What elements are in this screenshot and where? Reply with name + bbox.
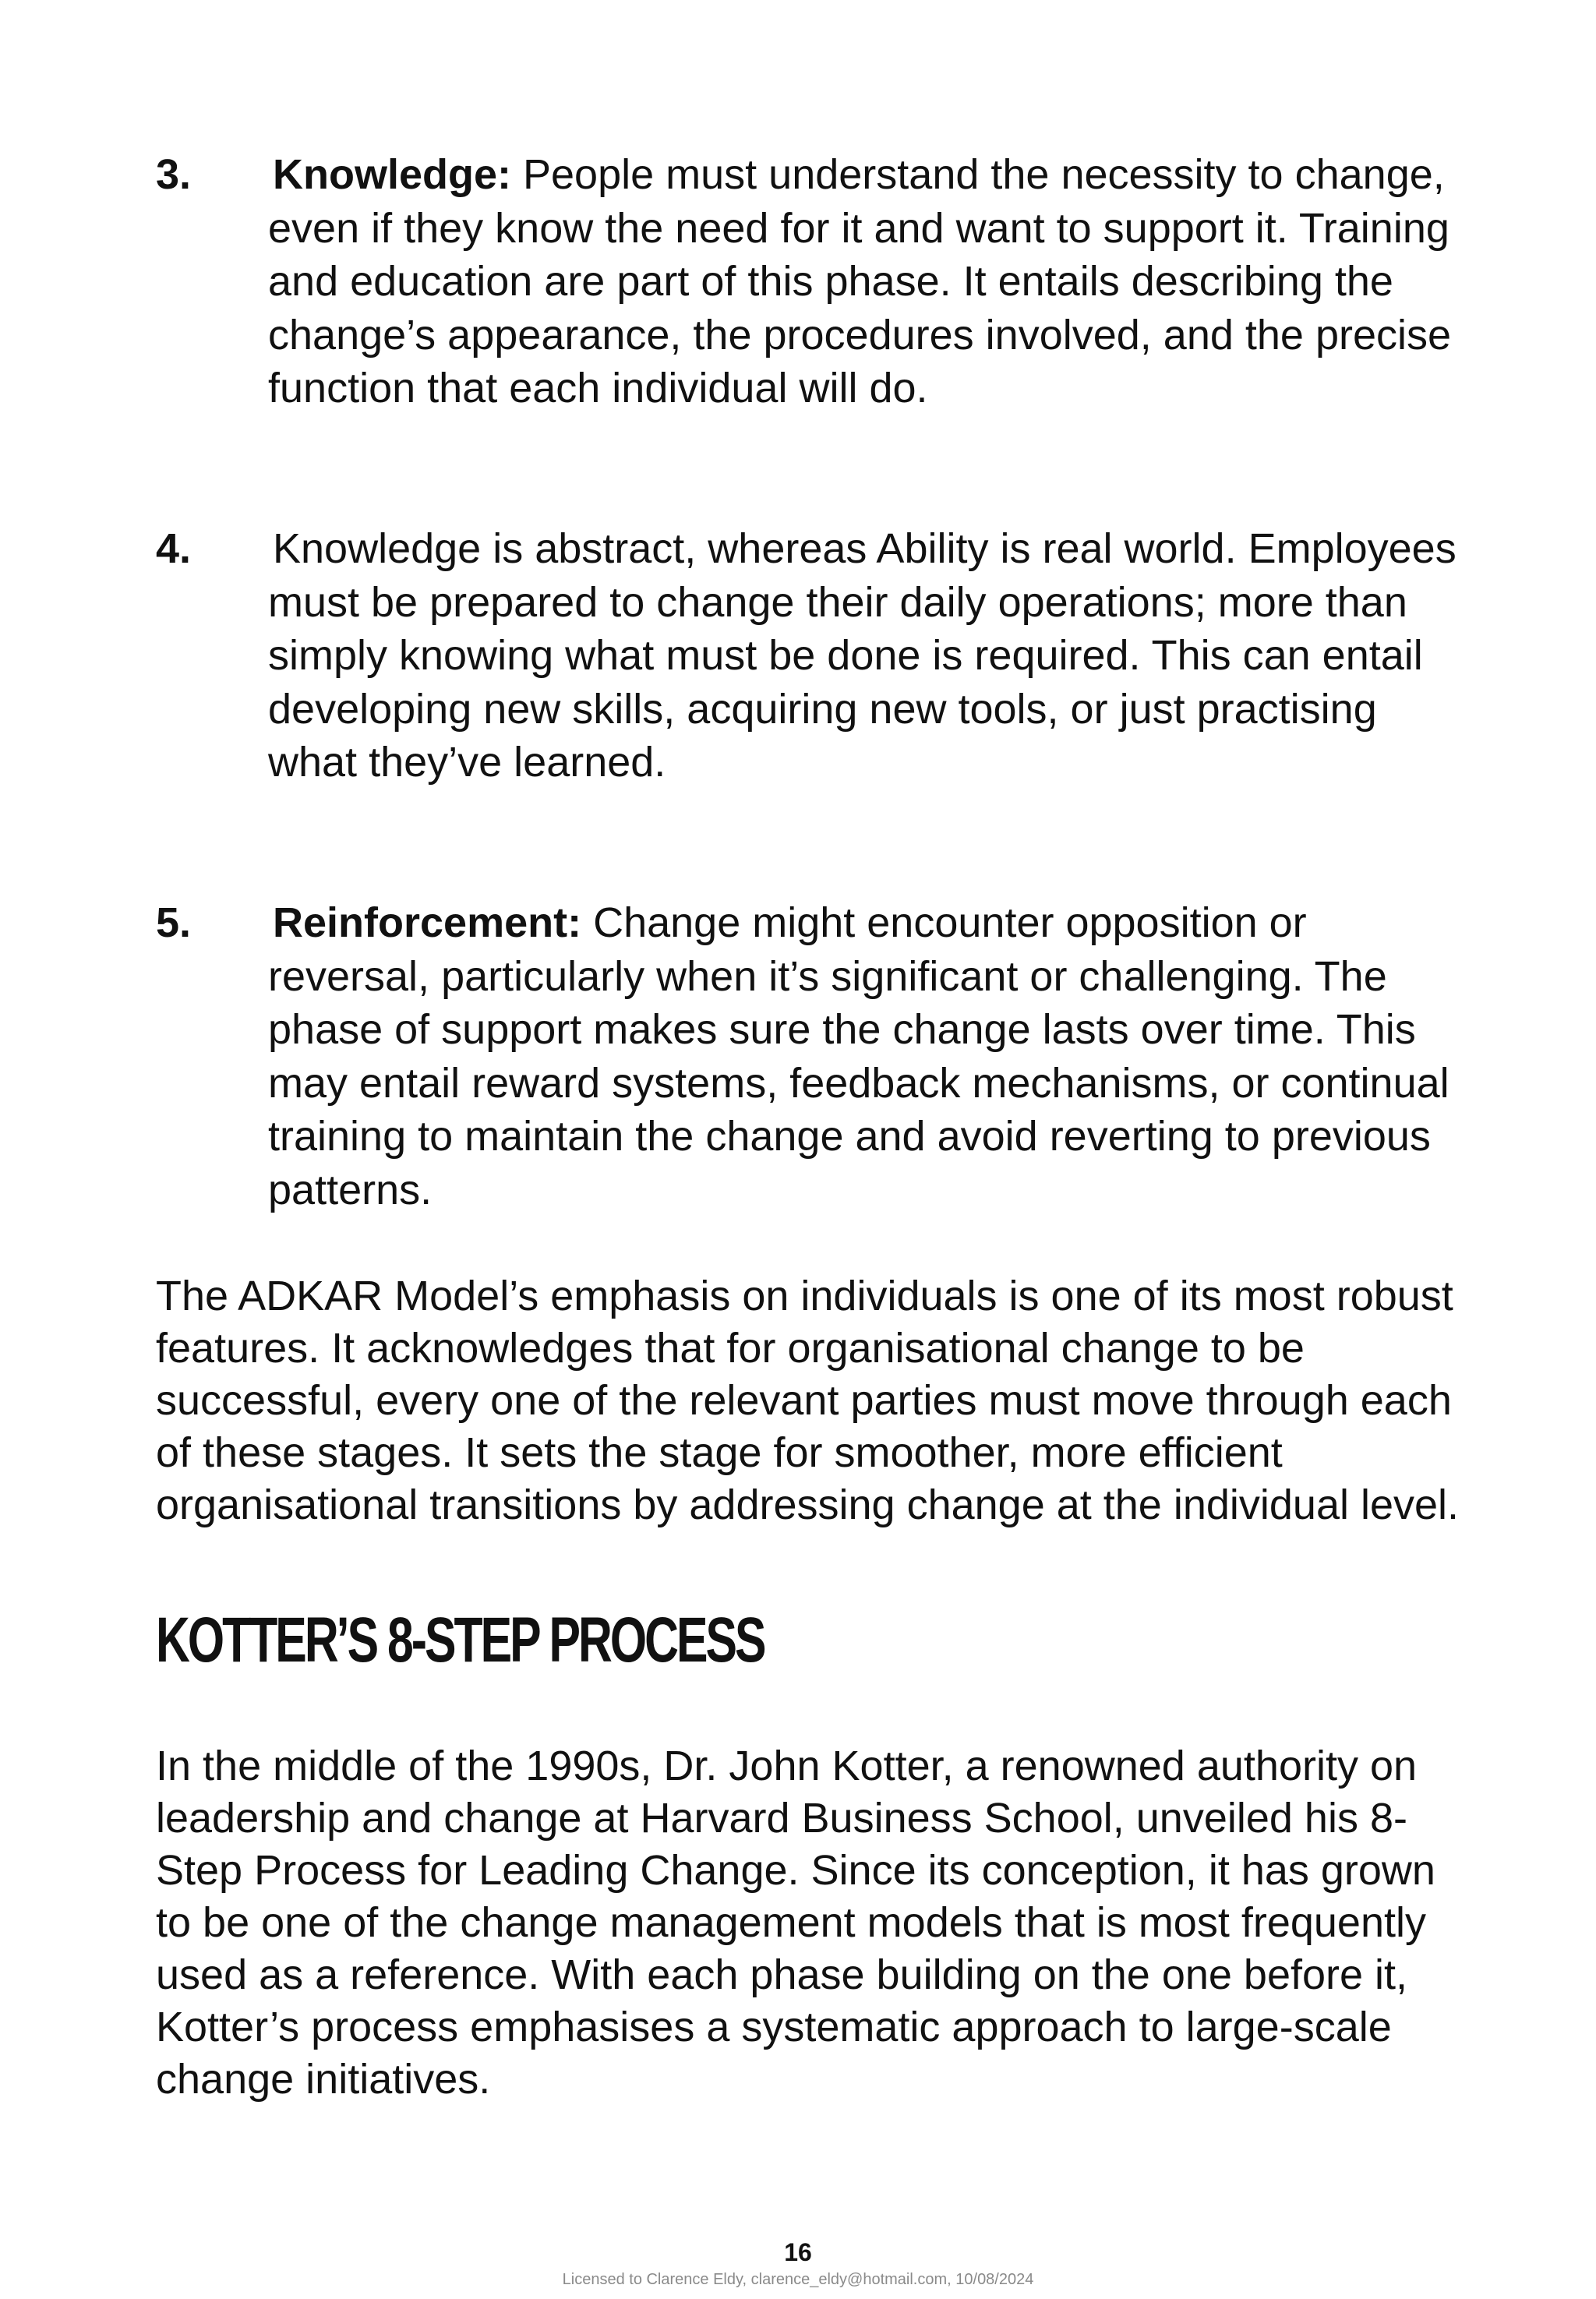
list-item-body <box>268 896 1465 1217</box>
list-item-reinforcement <box>156 896 1465 1217</box>
page-number: 16 <box>784 2238 812 2266</box>
list-item-number: 5. <box>156 899 192 946</box>
kotter-intro-paragraph: In the middle of the 1990s, Dr. John Kotter, a renowned authority on leadership and change at Harvard Business School, unveiled his 8-Step Process for Leading Change. Since its conception, it has grown to be one of the change management models that is most frequently used as a reference. With each phase building on the one before it, Kotter’s process emphasises a systematic approach to large-scale change initiatives. <box>156 1743 1435 2103</box>
list-item-body <box>268 148 1465 415</box>
list-item-knowledge <box>156 148 1465 415</box>
list-item-term: Reinforcement: <box>273 899 582 946</box>
list-item-text: People must understand the necessity to change, even if they know the need for it and want to support it. Training and education are part of this phase. It entails describing the change’s appearance, the procedures involved, and the precise function that each individual will do. <box>268 151 1452 411</box>
list-item-number: 4. <box>156 525 192 572</box>
adkar-summary-paragraph: The ADKAR Model’s emphasis on individuals is one of its most robust features. It acknowledges that for organisational change to be successful, every one of the relevant parties must move through each of these stages. It sets the stage for smoother, more efficient organisational transitions by addressing change at the individual level. <box>156 1273 1460 1528</box>
list-item-term: Knowledge: <box>273 151 511 198</box>
license-footer: Licensed to Clarence Eldy, clarence_eldy@hotmail.com, 10/08/2024 <box>562 2271 1034 2288</box>
list-item-number: 3. <box>156 151 192 198</box>
list-item-body <box>268 522 1465 789</box>
section-heading: KOTTER’S 8-STEP PROCESS <box>156 1605 764 1676</box>
list-item-ability <box>156 522 1465 789</box>
list-item-text: Change might encounter opposition or reversal, particularly when it’s significant or challenging. The phase of support makes sure the change lasts over time. This may entail reward systems, feedback mechanisms, or continual training to maintain the change and avoid reverting to previous patterns. <box>268 899 1449 1213</box>
list-item-text: Knowledge is abstract, whereas Ability is real world. Employees must be prepared to change their daily operations; more than simply knowing what must be done is required. This can entail developing new skills, acquiring new tools, or just practising what they’ve learned. <box>268 525 1457 786</box>
